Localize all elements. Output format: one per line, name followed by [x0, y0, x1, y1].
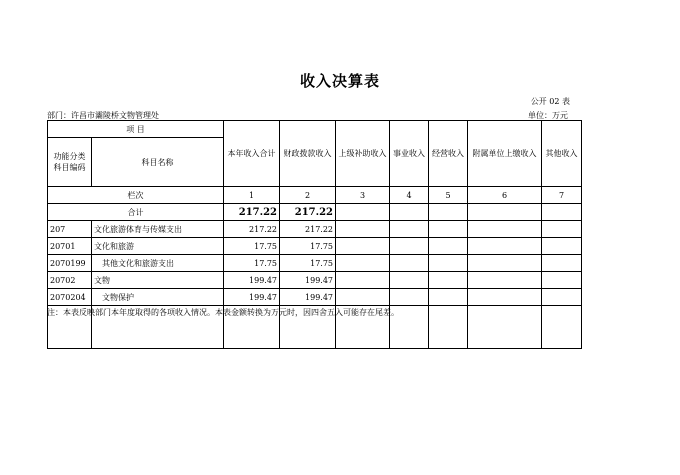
table-row: [48, 221, 582, 238]
table-row: [48, 255, 582, 272]
empty-cell: [468, 289, 542, 306]
empty-cell: [390, 221, 429, 238]
index-num: 1: [224, 187, 280, 204]
row-value-1: 17.75: [224, 238, 280, 255]
table-body: [48, 221, 582, 306]
empty-cell: [429, 255, 468, 272]
row-value-2: 217.22: [280, 221, 336, 238]
empty-cell: [390, 289, 429, 306]
report-title: 收入决算表: [299, 72, 380, 90]
empty-cell: [390, 272, 429, 289]
empty-cell: [390, 238, 429, 255]
empty-cell: [429, 238, 468, 255]
index-row: [48, 187, 582, 204]
empty-cell: [429, 221, 468, 238]
row-code: 2070199: [48, 255, 92, 272]
index-num: 6: [468, 187, 542, 204]
row-value-2: 199.47: [280, 289, 336, 306]
row-value-2: 17.75: [280, 255, 336, 272]
empty-cell: [542, 255, 582, 272]
empty-cell: [336, 221, 390, 238]
index-label: 栏次: [48, 187, 224, 204]
index-num: 5: [429, 187, 468, 204]
empty-cell: [468, 238, 542, 255]
footnote: 注：本表反映部门本年度取得的各项收入情况。本表金额转换为万元时，因四舍五入可能存在尾差。: [47, 308, 399, 317]
col-header-6: 附属单位上缴收入: [468, 121, 542, 187]
empty-cell: [429, 289, 468, 306]
index-num: 2: [280, 187, 336, 204]
col-header-2: 财政拨款收入: [280, 121, 336, 187]
empty-cell: [336, 238, 390, 255]
empty-cell: [542, 238, 582, 255]
empty-cell: [542, 221, 582, 238]
table-row: [48, 238, 582, 255]
row-code: 2070204: [48, 289, 92, 306]
empty-cell: [390, 255, 429, 272]
total-value-1: 217.22: [224, 204, 280, 221]
row-value-2: 17.75: [280, 238, 336, 255]
row-value-1: 217.22: [224, 221, 280, 238]
header-row-1: [48, 121, 582, 138]
empty-cell: [468, 272, 542, 289]
empty-cell: [542, 289, 582, 306]
item-header: 项 目: [48, 121, 224, 138]
row-name: 文化旅游体育与传媒支出: [92, 221, 224, 238]
code-header: 功能分类 科目编码: [48, 138, 92, 187]
empty-cell: [429, 272, 468, 289]
name-header: 科目名称: [92, 138, 224, 187]
unit-label: 单位：万元: [528, 111, 568, 120]
row-name: 文化和旅游: [92, 238, 224, 255]
empty-cell: [336, 255, 390, 272]
row-value-2: 199.47: [280, 272, 336, 289]
total-value-2: 217.22: [280, 204, 336, 221]
index-num: 4: [390, 187, 429, 204]
empty-cell: [542, 272, 582, 289]
department-label: 部门：许昌市灞陵桥文物管理处: [47, 111, 159, 120]
col-header-3: 上级补助收入: [336, 121, 390, 187]
row-value-1: 199.47: [224, 289, 280, 306]
col-header-5: 经营收入: [429, 121, 468, 187]
empty-cell: [336, 289, 390, 306]
row-name: 文物: [92, 272, 224, 289]
row-code: 20701: [48, 238, 92, 255]
index-num: 3: [336, 187, 390, 204]
col-header-1: 本年收入合计: [224, 121, 280, 187]
col-header-4: 事业收入: [390, 121, 429, 187]
total-row: [48, 204, 582, 221]
form-number: 公开 02 表: [530, 97, 570, 106]
col-header-7: 其他收入: [542, 121, 582, 187]
row-code: 207: [48, 221, 92, 238]
index-num: 7: [542, 187, 582, 204]
empty-cell: [468, 221, 542, 238]
total-label: 合计: [48, 204, 224, 221]
empty-cell: [468, 255, 542, 272]
row-value-1: 199.47: [224, 272, 280, 289]
empty-cell: [336, 272, 390, 289]
row-value-1: 17.75: [224, 255, 280, 272]
table-row: [48, 289, 582, 306]
row-name: 文物保护: [92, 289, 224, 306]
row-code: 20702: [48, 272, 92, 289]
row-name: 其他文化和旅游支出: [92, 255, 224, 272]
table-row: [48, 272, 582, 289]
